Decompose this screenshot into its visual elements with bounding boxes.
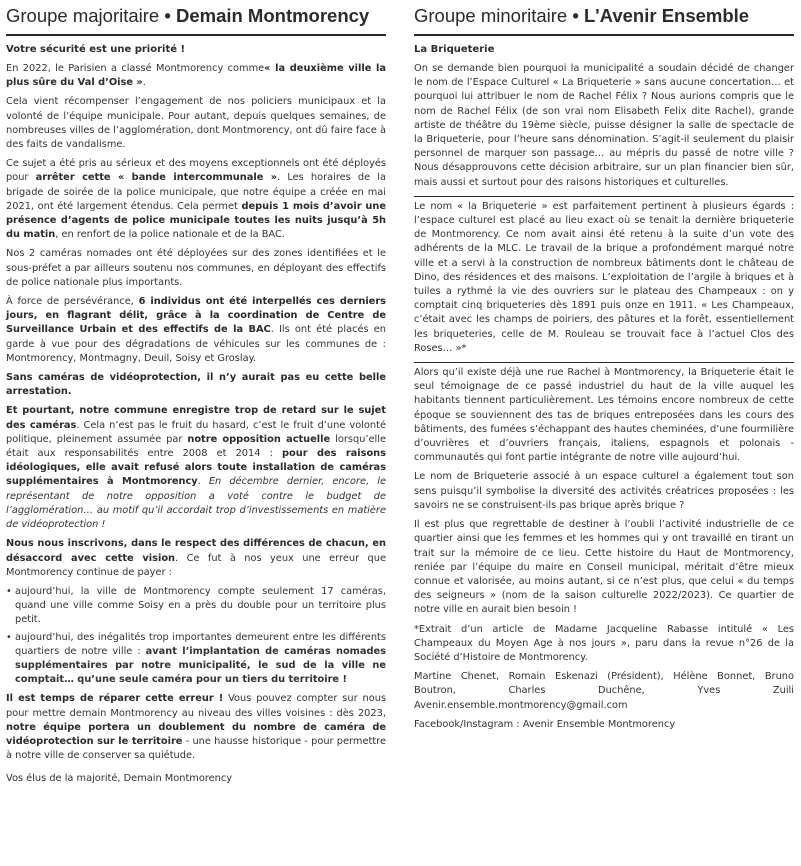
majority-title-bullet: • — [159, 5, 176, 26]
majority-column — [6, 0, 386, 787]
text: - une hausse historique - pour permettre à notre ville de conserver sa quiétude. — [6, 735, 386, 762]
text-bold: Nous nous inscrivons, dans le respect des différences de chacun, en désaccord avec cette vision — [6, 538, 386, 564]
text: lorsqu’elle était aux responsabilités entre 2008 et 2014 : — [6, 433, 386, 460]
majority-title-label: Groupe majoritaire — [6, 5, 160, 26]
text-bold: depuis 1 mois d’avoir une présence d’agents de police municipale toutes les nuits jusqu’à 5h du matin — [6, 200, 387, 241]
majority-paragraph-5 — [6, 295, 386, 366]
text: . — [197, 476, 209, 488]
majority-bullet-list — [6, 585, 386, 687]
majority-group-title — [6, 4, 386, 36]
text-bold: Il est temps de réparer cette erreur ! — [6, 693, 224, 705]
majority-paragraph-9 — [6, 692, 386, 763]
majority-title-name: Demain Montmorency — [175, 5, 370, 26]
majority-paragraph-7 — [6, 404, 386, 532]
majority-paragraph-4: Nos 2 caméras nomades ont été déployées sur des zones identifiées et le sous-préfet a par ailleurs soutenu nos communes, en déployant des effectifs de police nationale plus importants. — [6, 248, 386, 288]
minority-paragraph-5: Il est plus que regrettable de destiner à l’oubli l’activité industrielle de ce quartier ainsi que les femmes et les hommes qui y ont travaillé en tirant un trait sur la mémoire de ce lieu. Cette histoire du Haut de Montmorency, reniée par l’équipe du maire en Conseil municipal, méritait d’être mieux connue et valorisée, au moins autant, si ce n’est plus, que celui « du temps des seigneurs » (nom de la saison culturelle 2022/2023). Ce quartier de notre ville en aurait bien besoin ! — [414, 519, 794, 616]
text-bold: « la deuxième ville la plus sûre du Val d’Oise » — [6, 63, 387, 89]
minority-group-title — [414, 4, 794, 36]
minority-article-heading: La Briqueterie — [414, 44, 495, 55]
text-bold: Sans caméras de vidéoprotection, il n’y aurait pas eu cette belle arrestation. — [6, 372, 386, 398]
majority-paragraph-6 — [6, 371, 386, 399]
text-bold: Et pourtant, notre commune enregistre trop de retard sur le sujet des caméras — [6, 405, 386, 431]
text-bold: notre opposition actuelle — [187, 433, 331, 445]
divider — [414, 196, 794, 197]
text-bold: notre équipe portera un doublement du nombre de caméra de vidéoprotection sur le territoire — [6, 721, 386, 747]
text-bold: pour des raisons idéologiques, elle avait refusé alors toute installation de caméras supplémentaires à Montmorency — [6, 448, 386, 488]
text: aujourd’hui, des inégalités trop importantes demeurent entre les différents quartiers de notre ville : — [15, 631, 386, 657]
minority-title-bullet: • — [567, 5, 584, 26]
minority-footnote: *Extrait d’un article de Madame Jacqueline Rabasse intitulé « Les Champeaux du Moyen Age à nos jours », paru dans la revue n°26 de la Société d’Histoire de Montmorency. — [414, 623, 794, 663]
majority-paragraph-1 — [6, 62, 386, 90]
minority-social-links: Facebook/Instagram : Avenir Ensemble Montmorency — [414, 718, 676, 730]
text-bold: 6 individus ont été interpellés ces derniers jours, en flagrant délit, grâce à la coordination de Centre de Surveillance Urbain et des effectifs de la BAC — [6, 296, 386, 336]
majority-paragraph-8 — [6, 537, 386, 580]
majority-signature: Vos élus de la majorité, Demain Montmorency — [6, 773, 233, 785]
text-italic: En décembre dernier, encore, le représentant de notre opposition a voté contre le budget de l’agglomération… au motif qu’il accordait trop d’investissements en matière de vidéoprotection ! — [6, 476, 386, 531]
majority-paragraph-2: Cela vient récompenser l’engagement de nos policiers municipaux et la volonté de l’équipe municipale. Pour autant, depuis quelques semaines, de nombreuses villes de l’agglomération, dont Montmorency, ont dû faire face à des faits de vandalisme. — [6, 96, 386, 151]
text: En 2022, le Parisien a classé Montmorency comme — [6, 63, 265, 74]
list-item — [6, 631, 386, 688]
text: Vous pouvez compter sur nous pour mettre demain Montmorency au niveau des villes voisines : dès 2023, — [6, 693, 387, 719]
minority-title-label: Groupe minoritaire — [414, 5, 568, 26]
text: Ce sujet a été pris au sérieux et des moyens exceptionnels ont été déployés pour — [6, 158, 386, 184]
majority-paragraph-3 — [6, 157, 386, 242]
list-item: • aujourd’hui, la ville de Montmorency compte seulement 17 caméras, quand une ville comme Soisy en a près du double pour un territoire plus petit. — [6, 585, 386, 628]
text: , en renfort de la police nationale et de la BAC. — [55, 229, 285, 241]
minority-paragraph-3: Alors qu’il existe déjà une rue Rachel à Montmorency, la Briqueterie était le seul témoignage de ce passé industriel du haut de la ville auquel les habitants tiennent particulièrement. Les témoins encore nombreux de cette époque se souviennent des tas de briques entreposées dans les cours des bâtiments, des fumées s’échappant des hautes cheminées, d’une fourmilière d’ouvrières et d’ouvriers français, italiens, espagnols et polonais - communautés qui font partie intégrante de notre ville aujourd’hui. — [414, 367, 794, 464]
minority-paragraph-4: Le nom de Briqueterie associé à un espace culturel a également tout son sens puisqu’il symbolise la diversité des activités créatrices proposées : les savoirs ne se construisent-ils pas brique après brique ? — [414, 471, 794, 511]
divider — [414, 362, 794, 363]
minority-paragraph-2: Le nom « la Briqueterie » est parfaitement pertinent à plusieurs égards : l’espace culturel est placé au lieu exact où se tenait la dernière briqueterie de Montmorency. Ce nom avait ainsi été retenu à la suite d’un vote des adhérents de la MLC. Le travail de la brique a profondément marqué notre ville et a servi à la construction de nombreux bâtiments dont le château de Dino, des résidences et des maisons. L’exploitation de l’argile à briques et à tuiles a rythmé la vie des ouvriers sur le plateau des Champeaux : on y comptait cinq briqueteries dès 1891 puis onze en 1911. « Les Champeaux, c’était avec les champs de poiriers, des pâtures et la forêt, essentiellement les briqueteries, celle de M. Rouleau se trouvait face à l’actuel Clos des Roses… »* — [414, 200, 794, 354]
minority-paragraph-1: On se demande bien pourquoi la municipalité a soudain décidé de changer le nom de l’Espace Culturel « La Briqueterie » sans aucune concertation… et pourquoi lui attribuer le nom de Rachel Félix ? Nous aurions compris que le nom de Rachel Félix (de son vrai nom Elisabeth Felix dite Rachel), grande artiste de théâtre du 19ème siècle, puisse désigner la salle de spectacle de la Briqueterie, pour l’heure sans dénomination. S’agit-il seulement du plaisir personnel de marquer son passage… au mépris du passé de notre ville ? Nous désapprouvons cette décision arbitraire, sur un plan financier bien sûr, mais aussi et surtout pour des raisons historiques et culturelles. — [414, 63, 794, 188]
text-bold: avant l’implantation de caméras nomades supplémentaires par notre municipalité, le sud de la ville ne comptait… qu’une seule caméra pour un tiers du territoire ! — [15, 645, 386, 686]
minority-signatories: Martine Chenet, Romain Eskenazi (Président), Hélène Bonnet, Bruno Boutron, Charles Duchêne, Yves Zuili Avenir.ensemble.montmorency@gmail.com — [414, 671, 794, 711]
text: . Ce fut à nos yeux une erreur que Montmorency continue de payer : — [6, 552, 386, 578]
text: . — [142, 77, 146, 89]
minority-title-name: L'Avenir Ensemble — [583, 5, 750, 26]
minority-column — [414, 0, 794, 732]
majority-article-heading: Votre sécurité est une priorité ! — [6, 44, 186, 55]
text: . Les horaires de la brigade de soirée de la police municipale, que notre équipe a créée en mai 2021, ont été largement étendus. Cela permet — [6, 172, 386, 212]
text: . Cela n’est pas le fruit du hasard, c’est le fruit d’une volonté politique, pleinement assumée par — [6, 419, 386, 445]
text: . Ils ont été placés en garde à vue pour des dégradations de véhicules sur les communes de : Montmorency, Montmagny, Deuil, Soisy et Groslay. — [6, 324, 386, 364]
text: À force de persévérance, — [6, 296, 139, 308]
text-bold: arrêter cette « bande intercommunale » — [35, 172, 278, 184]
